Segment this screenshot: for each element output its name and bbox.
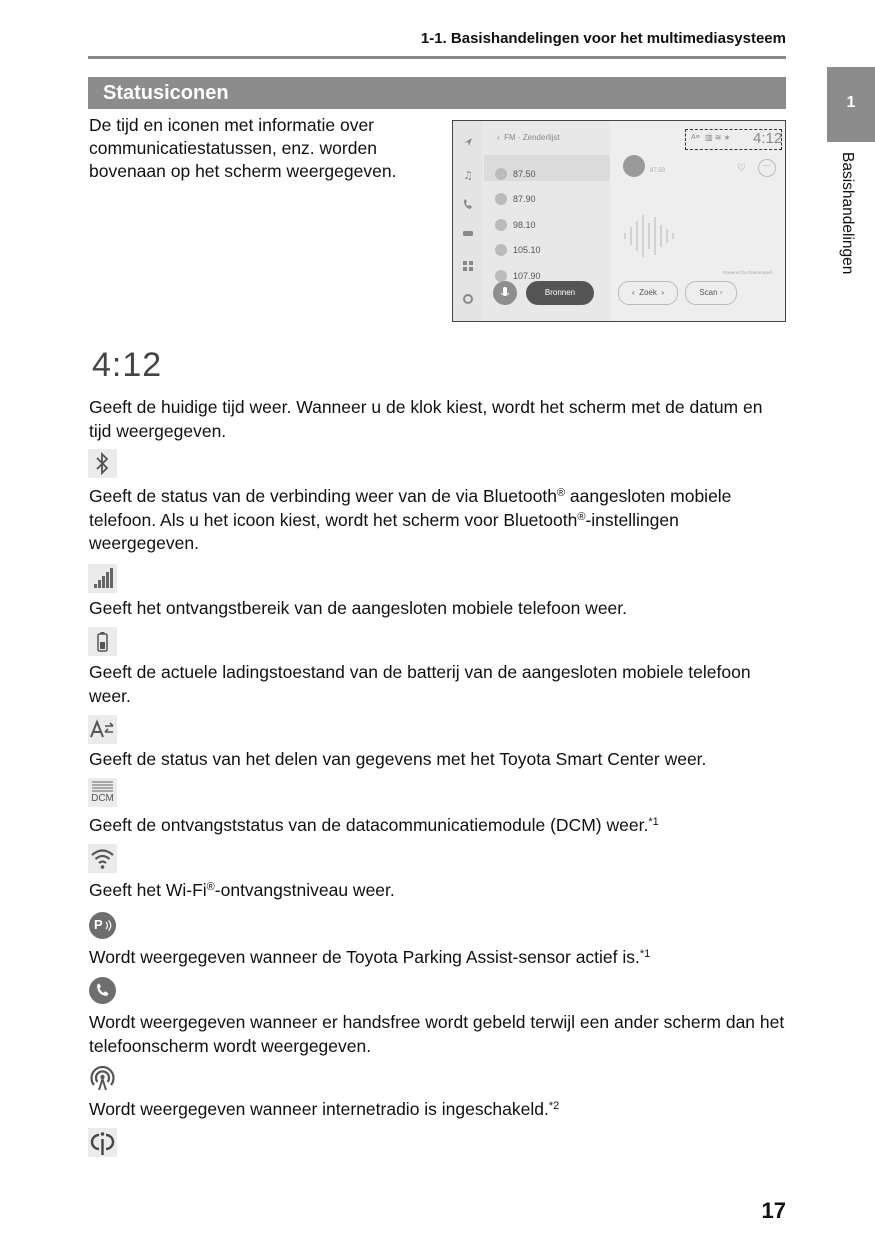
waveform-icon (621, 211, 681, 261)
intro-text: De tijd en iconen met informatie over communicatiestatussen, enz. worden bovenaan op het scherm weergegeven. (89, 115, 397, 181)
wifi-icon (88, 844, 117, 873)
multimedia-screenshot (452, 120, 786, 322)
signal-icon (88, 564, 117, 593)
scan-button[interactable]: Scan ◦ (685, 281, 737, 305)
bluetooth-icon (88, 449, 117, 478)
sources-button[interactable]: Bronnen (526, 281, 594, 305)
wireless-charge-icon (88, 1128, 117, 1157)
now-playing-logo (623, 155, 645, 177)
chapter-label: Basishandelingen (839, 152, 856, 275)
station-item[interactable]: 87.50 (495, 161, 541, 187)
station-list[interactable] (495, 161, 541, 289)
powered-by: Powered by Gracenote® (723, 270, 773, 275)
station-item[interactable]: 105.10 (495, 238, 541, 264)
internet-radio-icon (88, 1064, 117, 1093)
more-icon[interactable]: ··· (758, 159, 776, 177)
heart-icon[interactable]: ♡ (737, 163, 746, 174)
handsfree-call-description: Wordt weergegeven wanneer er handsfree wordt gebeld terwijl een ander scherm dan het telefoonscherm wordt weergegeven. (89, 1012, 785, 1056)
svg-text:♫: ♫ (463, 169, 473, 182)
seek-button[interactable]: ‹ Zoek › (618, 281, 678, 305)
data-share-description: Geeft de status van het delen van gegevens met het Toyota Smart Center weer. (89, 749, 707, 769)
station-item[interactable]: 107.90 (495, 263, 541, 289)
section-title: Statusiconen (103, 82, 229, 104)
dcm-description: Geeft de ontvangststatus van de datacommunicatiemodule (DCM) weer.$^{*1}$ (89, 815, 659, 835)
status-a-icon: A≡ (691, 134, 700, 141)
running-header: 1-1. Basishandelingen voor het multimediasysteem (420, 30, 786, 47)
clock-description: Geeft de huidige tijd weer. Wanneer u de klok kiest, wordt het scherm met de datum en tijd weergegeven. (89, 397, 763, 441)
wifi-description: Geeft het Wi-Fi®-ontvangstniveau weer. (89, 880, 395, 900)
battery-description: Geeft de actuele ladingstoestand van de batterij van de aangesloten mobiele telefoon weer. (89, 662, 751, 706)
data-share-icon (88, 715, 117, 744)
now-playing-freq: 87.50 (650, 168, 666, 174)
breadcrumb: ‹ FM · Zenderlijst (497, 133, 560, 142)
bluetooth-description: Geeft de status van de verbinding weer van de via Bluetooth® aangesloten mobiele telefoon. Als u het icoon kiest, wordt het scherm voor Bluetooth®-instellingen weergegeven. (89, 486, 732, 553)
handsfree-call-icon (88, 976, 117, 1005)
station-item[interactable]: 98.10 (495, 212, 541, 238)
battery-icon (88, 627, 117, 656)
chapter-number: 1 (846, 94, 856, 111)
screen-clock[interactable]: 4:12 (753, 130, 783, 147)
page-number: 17 (761, 1198, 786, 1223)
station-item[interactable]: 87.90 (495, 187, 541, 213)
status-icons-mini: ▥ ≋ ∗ (705, 133, 731, 142)
rail-icons (461, 135, 475, 315)
header-rule (88, 56, 786, 59)
internet-radio-description: Wordt weergegeven wanneer internetradio is ingeschakeld.$^{*2}$ (89, 1099, 560, 1119)
parking-assist-description: Wordt weergegeven wanneer de Toyota Parking Assist-sensor actief is.$^{*1}$ (89, 947, 651, 967)
parking-assist-icon: P (88, 911, 117, 940)
mic-button[interactable] (493, 281, 517, 305)
dcm-icon: DCM (88, 778, 117, 807)
clock-icon: 4:12 (92, 346, 163, 384)
signal-description: Geeft het ontvangstbereik van de aangesloten mobiele telefoon weer. (89, 598, 628, 618)
